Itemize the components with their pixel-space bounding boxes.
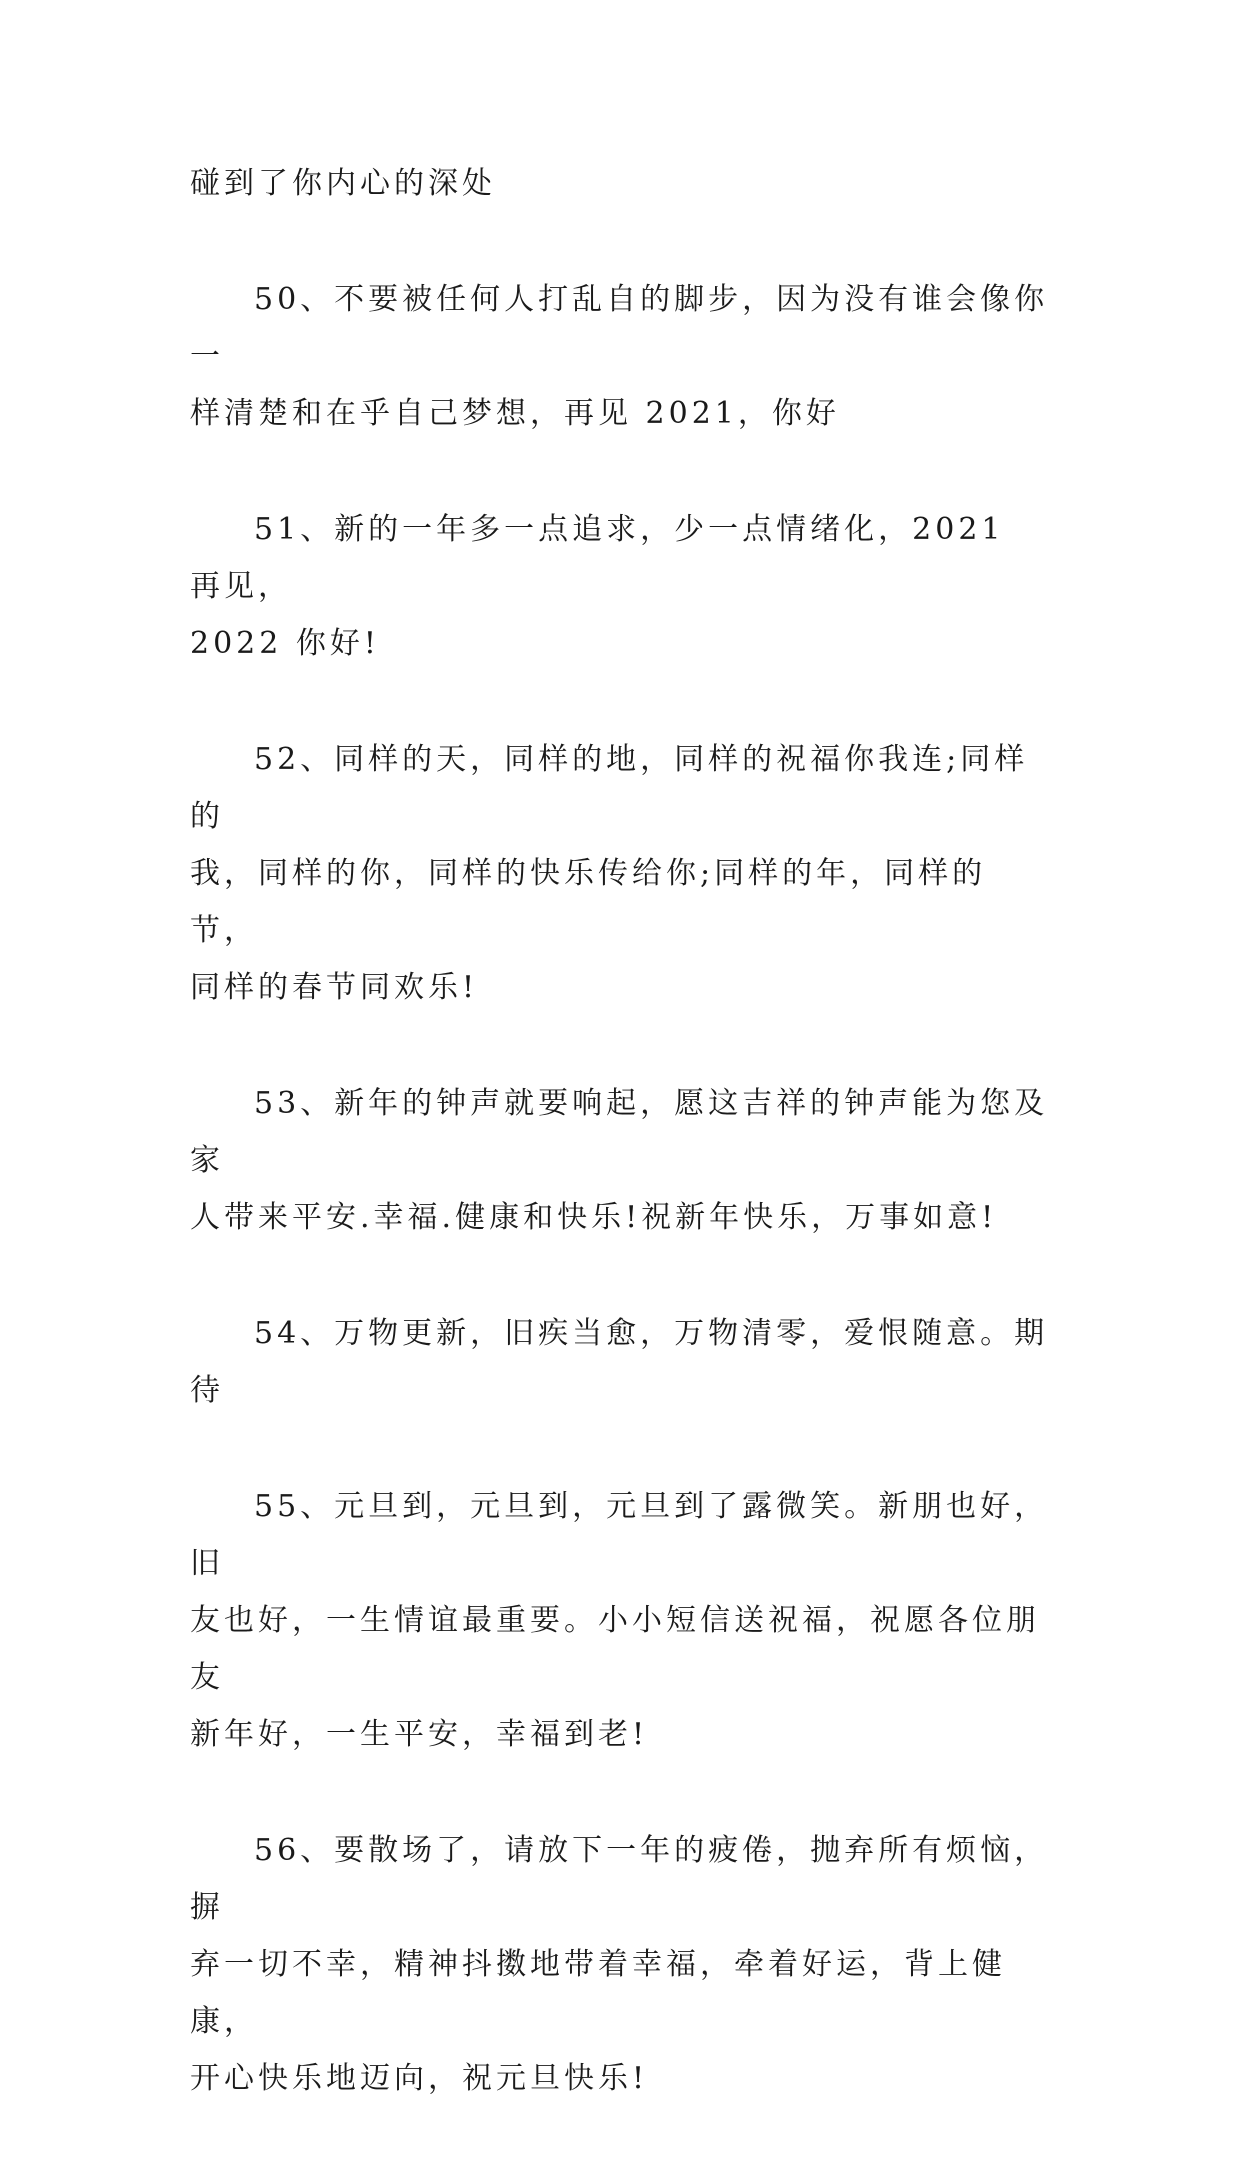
document-body bbox=[190, 155, 1050, 2166]
text-line: 碰到了你内心的深处 bbox=[190, 166, 496, 201]
text-line: 弃一切不幸，精神抖擞地带着幸福，牵着好运，背上健康， bbox=[190, 1947, 1006, 2039]
text-line: 人带来平安.幸福.健康和快乐!祝新年快乐，万事如意! bbox=[190, 1200, 998, 1235]
paragraph-52 bbox=[190, 731, 1050, 1016]
text-line: 2022 你好! bbox=[190, 626, 380, 661]
text-line: 55、元旦到，元旦到，元旦到了露微笑。新朋也好，旧 bbox=[190, 1489, 1049, 1581]
paragraph-51 bbox=[190, 501, 1050, 672]
paragraph-54 bbox=[190, 1305, 1050, 1419]
text-line: 我，同样的你，同样的快乐传给你;同样的年，同样的节， bbox=[190, 856, 987, 948]
text-line: 开心快乐地迈向，祝元旦快乐! bbox=[190, 2061, 649, 2096]
text-line: 友也好，一生情谊最重要。小小短信送祝福，祝愿各位朋友 bbox=[190, 1603, 1040, 1695]
text-line: 52、同样的天，同样的地，同样的祝福你我连;同样的 bbox=[190, 742, 1029, 834]
paragraph-continuation bbox=[190, 155, 1050, 212]
text-line: 同样的春节同欢乐! bbox=[190, 970, 479, 1005]
paragraph-55 bbox=[190, 1478, 1050, 1763]
text-line: 51、新的一年多一点追求，少一点情绪化，2021 再见， bbox=[190, 512, 1005, 604]
text-line: 新年好，一生平安，幸福到老! bbox=[190, 1717, 649, 1752]
text-line: 50、不要被任何人打乱自的脚步，因为没有谁会像你一 bbox=[190, 282, 1049, 374]
text-line: 样清楚和在乎自己梦想，再见 2021，你好 bbox=[190, 396, 840, 431]
text-line: 54、万物更新，旧疾当愈，万物清零，爱恨随意。期待 bbox=[190, 1316, 1049, 1408]
paragraph-56 bbox=[190, 1822, 1050, 2107]
paragraph-50 bbox=[190, 271, 1050, 442]
text-line: 56、要散场了，请放下一年的疲倦，抛弃所有烦恼，摒 bbox=[190, 1833, 1049, 1925]
text-line: 53、新年的钟声就要响起，愿这吉祥的钟声能为您及家 bbox=[190, 1086, 1049, 1178]
paragraph-53 bbox=[190, 1075, 1050, 1246]
